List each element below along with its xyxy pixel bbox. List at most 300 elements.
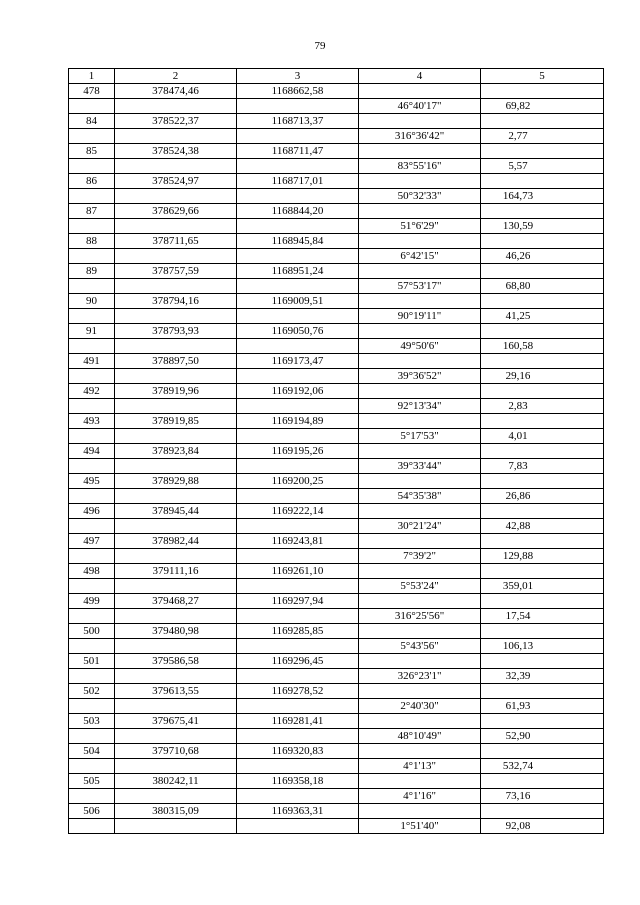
point-row bbox=[69, 564, 604, 579]
direction-angle-cell: 326°23'1" bbox=[359, 669, 481, 684]
empty-cell bbox=[69, 669, 115, 684]
empty-cell bbox=[69, 819, 115, 834]
x-coordinate-cell: 379586,58 bbox=[115, 654, 237, 669]
point-number-cell: 478 bbox=[69, 84, 115, 99]
distance-cell: 106,13 bbox=[481, 639, 604, 654]
point-row bbox=[69, 474, 604, 489]
empty-cell bbox=[69, 489, 115, 504]
point-number-cell: 91 bbox=[69, 324, 115, 339]
empty-cell bbox=[359, 744, 481, 759]
point-number-cell: 87 bbox=[69, 204, 115, 219]
x-coordinate-cell: 378522,37 bbox=[115, 114, 237, 129]
empty-cell bbox=[359, 84, 481, 99]
point-row bbox=[69, 624, 604, 639]
direction-angle-cell: 5°53'24" bbox=[359, 579, 481, 594]
segment-row bbox=[69, 549, 604, 564]
empty-cell bbox=[69, 309, 115, 324]
header-cell-1: 1 bbox=[69, 69, 115, 84]
y-coordinate-cell: 1168662,58 bbox=[237, 84, 359, 99]
y-coordinate-cell: 1169192,06 bbox=[237, 384, 359, 399]
empty-cell bbox=[481, 264, 604, 279]
point-row bbox=[69, 414, 604, 429]
empty-cell bbox=[69, 429, 115, 444]
empty-cell bbox=[69, 609, 115, 624]
x-coordinate-cell: 380315,09 bbox=[115, 804, 237, 819]
empty-cell bbox=[237, 189, 359, 204]
empty-cell bbox=[359, 624, 481, 639]
empty-cell bbox=[359, 114, 481, 129]
empty-cell bbox=[359, 774, 481, 789]
empty-cell bbox=[359, 714, 481, 729]
distance-cell: 26,86 bbox=[481, 489, 604, 504]
point-row bbox=[69, 684, 604, 699]
x-coordinate-cell: 378923,84 bbox=[115, 444, 237, 459]
empty-cell bbox=[69, 129, 115, 144]
distance-cell: 92,08 bbox=[481, 819, 604, 834]
distance-cell: 130,59 bbox=[481, 219, 604, 234]
empty-cell bbox=[359, 564, 481, 579]
empty-cell bbox=[481, 624, 604, 639]
y-coordinate-cell: 1168951,24 bbox=[237, 264, 359, 279]
point-number-cell: 495 bbox=[69, 474, 115, 489]
direction-angle-cell: 6°42'15" bbox=[359, 249, 481, 264]
y-coordinate-cell: 1169222,14 bbox=[237, 504, 359, 519]
empty-cell bbox=[237, 729, 359, 744]
empty-cell bbox=[237, 549, 359, 564]
point-number-cell: 499 bbox=[69, 594, 115, 609]
empty-cell bbox=[359, 384, 481, 399]
point-number-cell: 504 bbox=[69, 744, 115, 759]
point-row bbox=[69, 204, 604, 219]
x-coordinate-cell: 378919,85 bbox=[115, 414, 237, 429]
direction-angle-cell: 4°1'13" bbox=[359, 759, 481, 774]
x-coordinate-cell: 378524,97 bbox=[115, 174, 237, 189]
empty-cell bbox=[237, 279, 359, 294]
y-coordinate-cell: 1168711,47 bbox=[237, 144, 359, 159]
y-coordinate-cell: 1169195,26 bbox=[237, 444, 359, 459]
empty-cell bbox=[237, 129, 359, 144]
x-coordinate-cell: 378793,93 bbox=[115, 324, 237, 339]
empty-cell bbox=[359, 594, 481, 609]
empty-cell bbox=[359, 414, 481, 429]
header-row bbox=[69, 69, 604, 84]
point-row bbox=[69, 144, 604, 159]
empty-cell bbox=[481, 594, 604, 609]
point-row bbox=[69, 744, 604, 759]
distance-cell: 359,01 bbox=[481, 579, 604, 594]
empty-cell bbox=[481, 414, 604, 429]
empty-cell bbox=[359, 474, 481, 489]
point-row bbox=[69, 174, 604, 189]
point-number-cell: 498 bbox=[69, 564, 115, 579]
empty-cell bbox=[481, 714, 604, 729]
empty-cell bbox=[69, 189, 115, 204]
point-number-cell: 502 bbox=[69, 684, 115, 699]
distance-cell: 129,88 bbox=[481, 549, 604, 564]
empty-cell bbox=[115, 759, 237, 774]
distance-cell: 69,82 bbox=[481, 99, 604, 114]
empty-cell bbox=[115, 819, 237, 834]
distance-cell: 29,16 bbox=[481, 369, 604, 384]
empty-cell bbox=[115, 369, 237, 384]
empty-cell bbox=[481, 684, 604, 699]
segment-row bbox=[69, 639, 604, 654]
empty-cell bbox=[115, 399, 237, 414]
point-row bbox=[69, 264, 604, 279]
point-number-cell: 491 bbox=[69, 354, 115, 369]
empty-cell bbox=[115, 639, 237, 654]
empty-cell bbox=[481, 324, 604, 339]
direction-angle-cell: 46°40'17" bbox=[359, 99, 481, 114]
point-number-cell: 503 bbox=[69, 714, 115, 729]
empty-cell bbox=[69, 759, 115, 774]
segment-row bbox=[69, 759, 604, 774]
point-number-cell: 89 bbox=[69, 264, 115, 279]
empty-cell bbox=[237, 249, 359, 264]
empty-cell bbox=[237, 609, 359, 624]
direction-angle-cell: 316°36'42" bbox=[359, 129, 481, 144]
x-coordinate-cell: 378945,44 bbox=[115, 504, 237, 519]
segment-row bbox=[69, 129, 604, 144]
y-coordinate-cell: 1169050,76 bbox=[237, 324, 359, 339]
direction-angle-cell: 2°40'30" bbox=[359, 699, 481, 714]
empty-cell bbox=[481, 204, 604, 219]
empty-cell bbox=[237, 459, 359, 474]
segment-row bbox=[69, 819, 604, 834]
empty-cell bbox=[69, 519, 115, 534]
empty-cell bbox=[115, 669, 237, 684]
empty-cell bbox=[359, 264, 481, 279]
x-coordinate-cell: 378794,16 bbox=[115, 294, 237, 309]
empty-cell bbox=[359, 654, 481, 669]
point-number-cell: 88 bbox=[69, 234, 115, 249]
empty-cell bbox=[115, 579, 237, 594]
point-number-cell: 492 bbox=[69, 384, 115, 399]
x-coordinate-cell: 379675,41 bbox=[115, 714, 237, 729]
empty-cell bbox=[481, 114, 604, 129]
distance-cell: 42,88 bbox=[481, 519, 604, 534]
empty-cell bbox=[359, 294, 481, 309]
point-number-cell: 497 bbox=[69, 534, 115, 549]
y-coordinate-cell: 1168717,01 bbox=[237, 174, 359, 189]
empty-cell bbox=[69, 249, 115, 264]
direction-angle-cell: 1°51'40" bbox=[359, 819, 481, 834]
x-coordinate-cell: 379111,16 bbox=[115, 564, 237, 579]
point-number-cell: 84 bbox=[69, 114, 115, 129]
empty-cell bbox=[237, 819, 359, 834]
distance-cell: 2,77 bbox=[481, 129, 604, 144]
empty-cell bbox=[481, 534, 604, 549]
direction-angle-cell: 49°50'6" bbox=[359, 339, 481, 354]
y-coordinate-cell: 1168844,20 bbox=[237, 204, 359, 219]
empty-cell bbox=[69, 789, 115, 804]
empty-cell bbox=[237, 399, 359, 414]
distance-cell: 7,83 bbox=[481, 459, 604, 474]
x-coordinate-cell: 378524,38 bbox=[115, 144, 237, 159]
empty-cell bbox=[115, 609, 237, 624]
y-coordinate-cell: 1168945,84 bbox=[237, 234, 359, 249]
distance-cell: 32,39 bbox=[481, 669, 604, 684]
empty-cell bbox=[69, 729, 115, 744]
empty-cell bbox=[481, 354, 604, 369]
empty-cell bbox=[237, 579, 359, 594]
empty-cell bbox=[69, 339, 115, 354]
distance-cell: 2,83 bbox=[481, 399, 604, 414]
empty-cell bbox=[115, 459, 237, 474]
empty-cell bbox=[115, 789, 237, 804]
empty-cell bbox=[237, 669, 359, 684]
segment-row bbox=[69, 579, 604, 594]
y-coordinate-cell: 1169297,94 bbox=[237, 594, 359, 609]
y-coordinate-cell: 1169009,51 bbox=[237, 294, 359, 309]
segment-row bbox=[69, 339, 604, 354]
empty-cell bbox=[115, 189, 237, 204]
segment-row bbox=[69, 729, 604, 744]
distance-cell: 61,93 bbox=[481, 699, 604, 714]
empty-cell bbox=[481, 84, 604, 99]
empty-cell bbox=[69, 99, 115, 114]
empty-cell bbox=[237, 219, 359, 234]
direction-angle-cell: 30°21'24" bbox=[359, 519, 481, 534]
empty-cell bbox=[69, 639, 115, 654]
distance-cell: 73,16 bbox=[481, 789, 604, 804]
empty-cell bbox=[359, 204, 481, 219]
empty-cell bbox=[359, 504, 481, 519]
empty-cell bbox=[481, 504, 604, 519]
direction-angle-cell: 51°6'29" bbox=[359, 219, 481, 234]
point-row bbox=[69, 354, 604, 369]
segment-row bbox=[69, 669, 604, 684]
distance-cell: 5,57 bbox=[481, 159, 604, 174]
empty-cell bbox=[115, 339, 237, 354]
empty-cell bbox=[359, 234, 481, 249]
x-coordinate-cell: 378629,66 bbox=[115, 204, 237, 219]
x-coordinate-cell: 378711,65 bbox=[115, 234, 237, 249]
y-coordinate-cell: 1169285,85 bbox=[237, 624, 359, 639]
x-coordinate-cell: 378474,46 bbox=[115, 84, 237, 99]
x-coordinate-cell: 378982,44 bbox=[115, 534, 237, 549]
empty-cell bbox=[359, 144, 481, 159]
x-coordinate-cell: 380242,11 bbox=[115, 774, 237, 789]
empty-cell bbox=[481, 234, 604, 249]
direction-angle-cell: 50°32'33" bbox=[359, 189, 481, 204]
empty-cell bbox=[69, 579, 115, 594]
empty-cell bbox=[359, 684, 481, 699]
point-row bbox=[69, 714, 604, 729]
x-coordinate-cell: 379613,55 bbox=[115, 684, 237, 699]
empty-cell bbox=[115, 729, 237, 744]
distance-cell: 52,90 bbox=[481, 729, 604, 744]
direction-angle-cell: 39°36'52" bbox=[359, 369, 481, 384]
y-coordinate-cell: 1169296,45 bbox=[237, 654, 359, 669]
empty-cell bbox=[481, 744, 604, 759]
distance-cell: 46,26 bbox=[481, 249, 604, 264]
point-row bbox=[69, 804, 604, 819]
empty-cell bbox=[237, 699, 359, 714]
empty-cell bbox=[481, 144, 604, 159]
segment-row bbox=[69, 159, 604, 174]
empty-cell bbox=[69, 369, 115, 384]
empty-cell bbox=[481, 474, 604, 489]
empty-cell bbox=[115, 429, 237, 444]
y-coordinate-cell: 1169278,52 bbox=[237, 684, 359, 699]
empty-cell bbox=[69, 459, 115, 474]
distance-cell: 41,25 bbox=[481, 309, 604, 324]
empty-cell bbox=[481, 444, 604, 459]
x-coordinate-cell: 379480,98 bbox=[115, 624, 237, 639]
empty-cell bbox=[359, 444, 481, 459]
direction-angle-cell: 57°53'17" bbox=[359, 279, 481, 294]
distance-cell: 532,74 bbox=[481, 759, 604, 774]
point-row bbox=[69, 324, 604, 339]
empty-cell bbox=[481, 774, 604, 789]
distance-cell: 4,01 bbox=[481, 429, 604, 444]
empty-cell bbox=[237, 759, 359, 774]
empty-cell bbox=[359, 324, 481, 339]
segment-row bbox=[69, 399, 604, 414]
distance-cell: 160,58 bbox=[481, 339, 604, 354]
empty-cell bbox=[115, 309, 237, 324]
point-number-cell: 494 bbox=[69, 444, 115, 459]
empty-cell bbox=[481, 564, 604, 579]
x-coordinate-cell: 378929,88 bbox=[115, 474, 237, 489]
distance-cell: 164,73 bbox=[481, 189, 604, 204]
y-coordinate-cell: 1169194,89 bbox=[237, 414, 359, 429]
y-coordinate-cell: 1169243,81 bbox=[237, 534, 359, 549]
point-row bbox=[69, 234, 604, 249]
empty-cell bbox=[115, 129, 237, 144]
x-coordinate-cell: 379710,68 bbox=[115, 744, 237, 759]
distance-cell: 17,54 bbox=[481, 609, 604, 624]
empty-cell bbox=[237, 369, 359, 384]
empty-cell bbox=[237, 639, 359, 654]
point-number-cell: 86 bbox=[69, 174, 115, 189]
point-row bbox=[69, 774, 604, 789]
y-coordinate-cell: 1169363,31 bbox=[237, 804, 359, 819]
y-coordinate-cell: 1169200,25 bbox=[237, 474, 359, 489]
segment-row bbox=[69, 489, 604, 504]
x-coordinate-cell: 378919,96 bbox=[115, 384, 237, 399]
empty-cell bbox=[481, 384, 604, 399]
point-number-cell: 506 bbox=[69, 804, 115, 819]
point-number-cell: 90 bbox=[69, 294, 115, 309]
point-number-cell: 85 bbox=[69, 144, 115, 159]
point-number-cell: 493 bbox=[69, 414, 115, 429]
empty-cell bbox=[115, 489, 237, 504]
point-row bbox=[69, 594, 604, 609]
direction-angle-cell: 7°39'2" bbox=[359, 549, 481, 564]
empty-cell bbox=[481, 804, 604, 819]
empty-cell bbox=[69, 279, 115, 294]
y-coordinate-cell: 1169281,41 bbox=[237, 714, 359, 729]
segment-row bbox=[69, 369, 604, 384]
segment-row bbox=[69, 279, 604, 294]
empty-cell bbox=[69, 159, 115, 174]
distance-cell: 68,80 bbox=[481, 279, 604, 294]
segment-row bbox=[69, 189, 604, 204]
x-coordinate-cell: 378757,59 bbox=[115, 264, 237, 279]
segment-row bbox=[69, 609, 604, 624]
empty-cell bbox=[237, 309, 359, 324]
point-row bbox=[69, 384, 604, 399]
x-coordinate-cell: 378897,50 bbox=[115, 354, 237, 369]
direction-angle-cell: 5°17'53" bbox=[359, 429, 481, 444]
empty-cell bbox=[481, 294, 604, 309]
empty-cell bbox=[115, 99, 237, 114]
coordinates-table bbox=[68, 68, 604, 834]
point-row bbox=[69, 114, 604, 129]
empty-cell bbox=[115, 249, 237, 264]
direction-angle-cell: 83°55'16" bbox=[359, 159, 481, 174]
direction-angle-cell: 4°1'16" bbox=[359, 789, 481, 804]
point-row bbox=[69, 654, 604, 669]
empty-cell bbox=[237, 99, 359, 114]
segment-row bbox=[69, 249, 604, 264]
empty-cell bbox=[359, 174, 481, 189]
empty-cell bbox=[115, 699, 237, 714]
table-body bbox=[69, 69, 604, 834]
point-number-cell: 505 bbox=[69, 774, 115, 789]
empty-cell bbox=[237, 489, 359, 504]
point-row bbox=[69, 444, 604, 459]
header-cell-5: 5 bbox=[481, 69, 604, 84]
empty-cell bbox=[237, 519, 359, 534]
y-coordinate-cell: 1169320,83 bbox=[237, 744, 359, 759]
segment-row bbox=[69, 219, 604, 234]
direction-angle-cell: 39°33'44" bbox=[359, 459, 481, 474]
empty-cell bbox=[115, 159, 237, 174]
point-row bbox=[69, 84, 604, 99]
segment-row bbox=[69, 459, 604, 474]
empty-cell bbox=[359, 354, 481, 369]
point-number-cell: 500 bbox=[69, 624, 115, 639]
empty-cell bbox=[115, 549, 237, 564]
x-coordinate-cell: 379468,27 bbox=[115, 594, 237, 609]
empty-cell bbox=[237, 159, 359, 174]
empty-cell bbox=[115, 519, 237, 534]
direction-angle-cell: 54°35'38" bbox=[359, 489, 481, 504]
segment-row bbox=[69, 519, 604, 534]
empty-cell bbox=[69, 549, 115, 564]
empty-cell bbox=[237, 339, 359, 354]
page-number: 79 bbox=[314, 40, 326, 52]
empty-cell bbox=[481, 654, 604, 669]
empty-cell bbox=[69, 699, 115, 714]
y-coordinate-cell: 1169261,10 bbox=[237, 564, 359, 579]
y-coordinate-cell: 1169358,18 bbox=[237, 774, 359, 789]
empty-cell bbox=[359, 804, 481, 819]
empty-cell bbox=[115, 279, 237, 294]
y-coordinate-cell: 1169173,47 bbox=[237, 354, 359, 369]
header-cell-4: 4 bbox=[359, 69, 481, 84]
point-row bbox=[69, 534, 604, 549]
segment-row bbox=[69, 99, 604, 114]
direction-angle-cell: 5°43'56" bbox=[359, 639, 481, 654]
empty-cell bbox=[481, 174, 604, 189]
direction-angle-cell: 48°10'49" bbox=[359, 729, 481, 744]
empty-cell bbox=[237, 429, 359, 444]
empty-cell bbox=[69, 219, 115, 234]
point-row bbox=[69, 294, 604, 309]
point-number-cell: 501 bbox=[69, 654, 115, 669]
empty-cell bbox=[115, 219, 237, 234]
empty-cell bbox=[69, 399, 115, 414]
point-number-cell: 496 bbox=[69, 504, 115, 519]
segment-row bbox=[69, 429, 604, 444]
empty-cell bbox=[359, 534, 481, 549]
direction-angle-cell: 92°13'34" bbox=[359, 399, 481, 414]
segment-row bbox=[69, 309, 604, 324]
